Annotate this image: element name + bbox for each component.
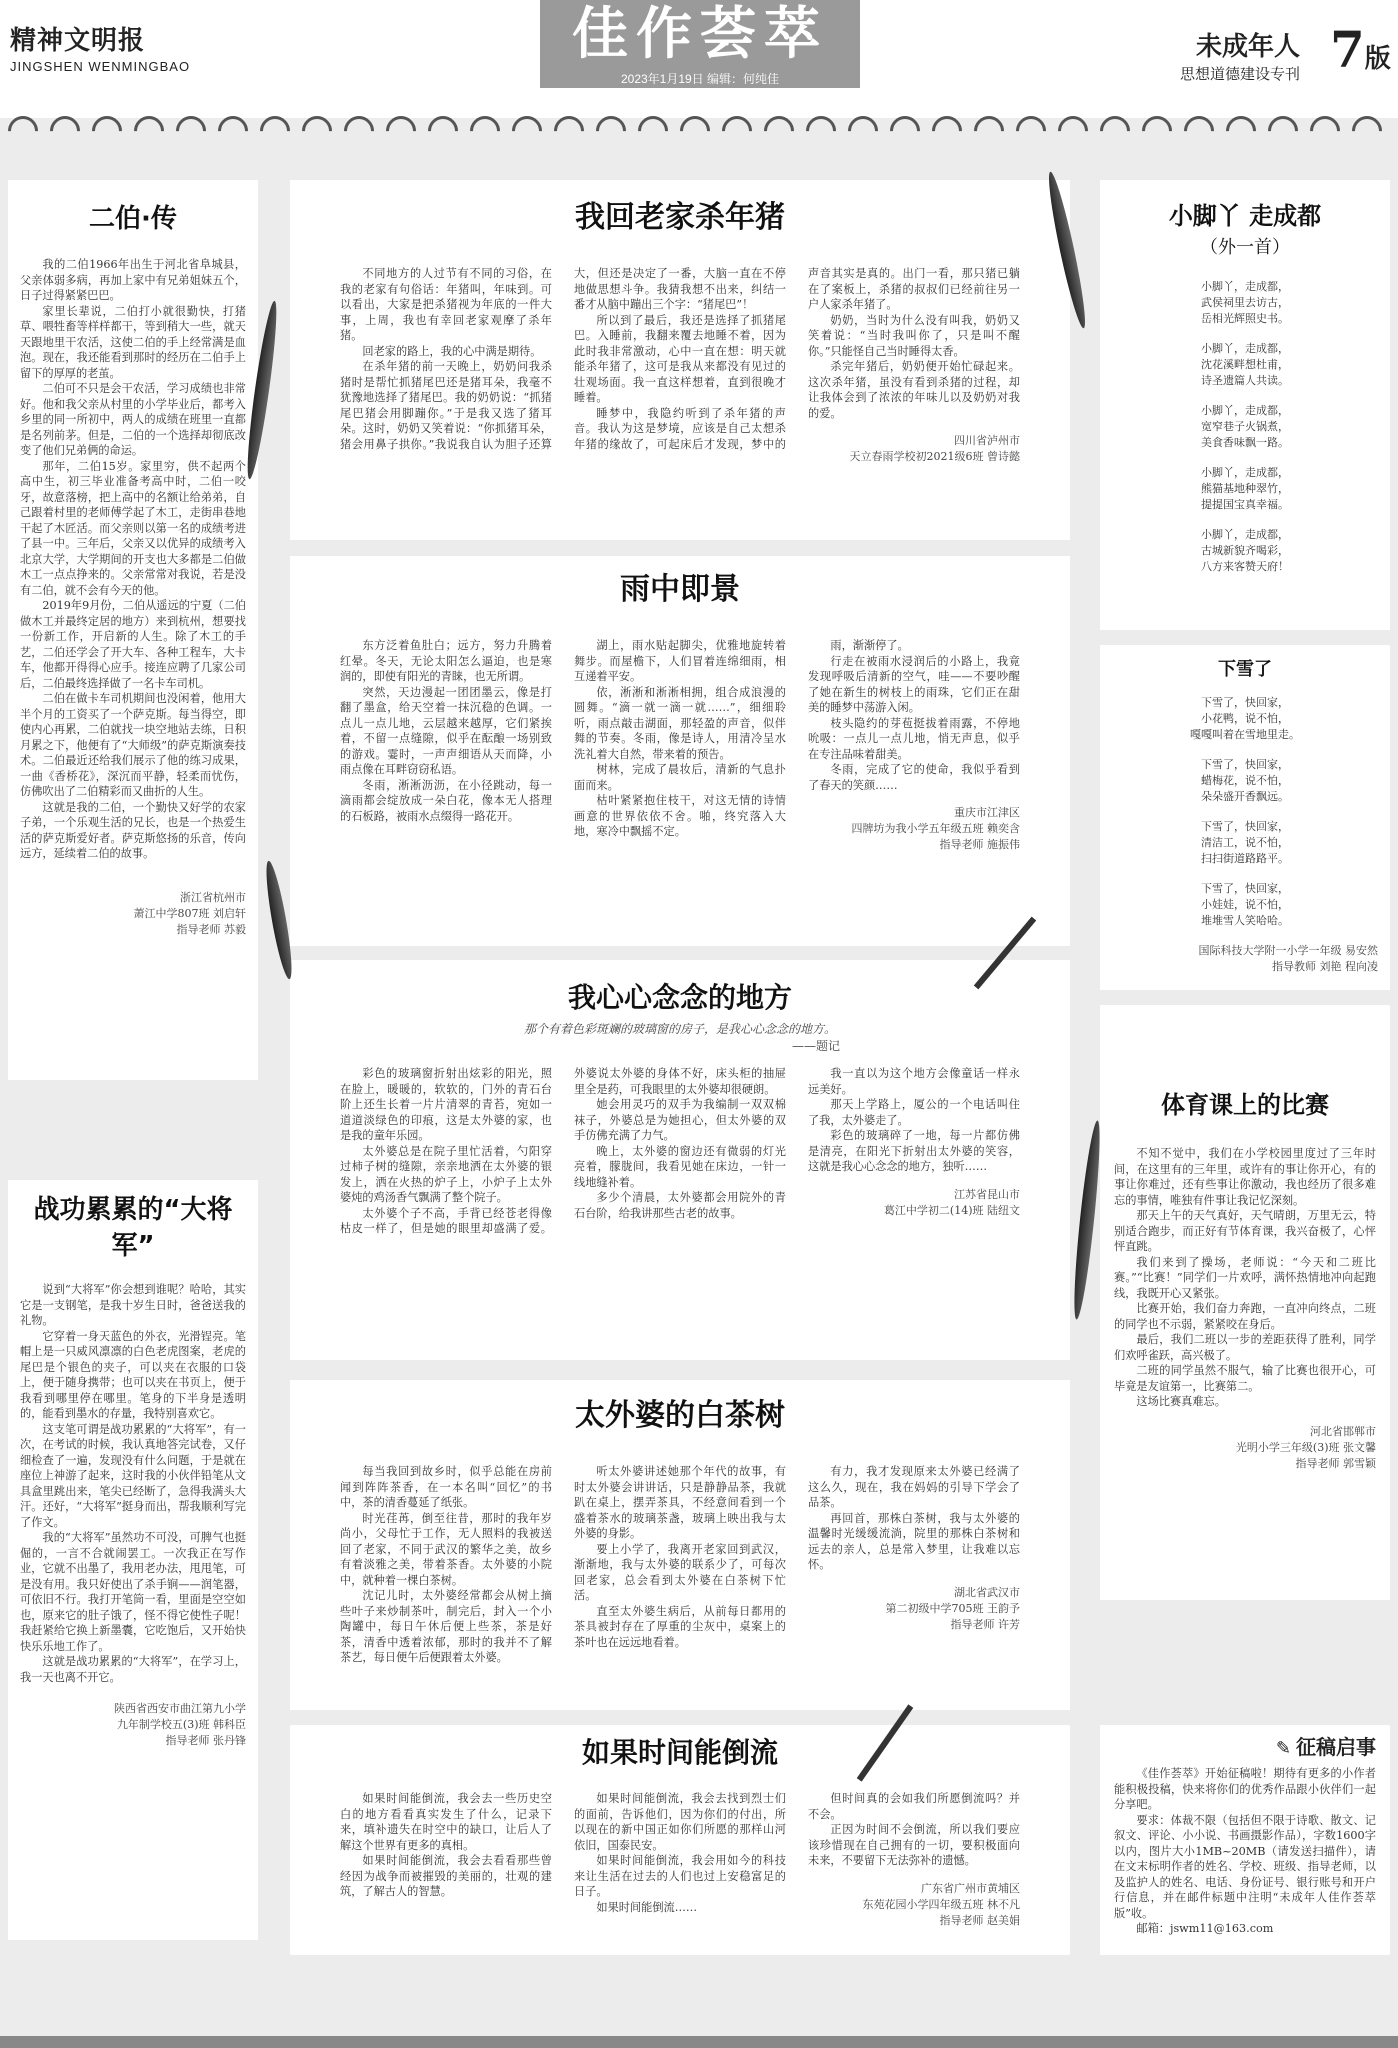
- paragraph: 最后，我们二班以一步的差距获得了胜利，同学们欢呼雀跃，高兴极了。: [1114, 1333, 1376, 1362]
- paragraph: 如果时间能倒流，我会去一些历史空白的地方看看真实发生了什么，记录下来，填补遗失在时空中的缺口，让后人了解这个世界有更多的真相。: [340, 1792, 552, 1852]
- paragraph: 雨，渐渐停了。: [830, 639, 909, 652]
- paragraph: 树林，完成了晨妆后，清新的气息扑面而来。: [574, 763, 786, 792]
- binder-ring-icon: [842, 110, 884, 152]
- paragraph: 这场比赛真难忘。: [1136, 1395, 1226, 1408]
- binder-ring-icon: [1052, 110, 1094, 152]
- paragraph: 依，淅淅和淅淅相拥，组合成浪漫的圆舞。“滴一就一滴一就……”，细细聆听，雨点敲击湖面，那轻盈的声音，似伴舞的节奏。冬雨，像是诗人，用清冷呈水洗礼着大自然，带来着的预告。: [574, 685, 786, 761]
- paragraph: 它穿着一身天蓝色的外衣，光滑锃亮。笔帽上是一只威风凛凛的白色老虎图案，老虎的尾巴是个银色的夹子，可以夹在衣服的口袋上，便于随身携带；也可以夹在书页上，便于我看到哪里停在哪里。笔身的下半身是透明的，能看到墨水的存量，我特别喜欢它。: [20, 1329, 246, 1420]
- notice-box: [1100, 1725, 1390, 1955]
- binder-ring-icon: [1094, 110, 1136, 152]
- article-byline: [20, 890, 246, 938]
- poem-line: 小脚丫，走成都，: [1201, 466, 1289, 479]
- paragraph: 杀完年猪后，奶奶便开始忙碌起来。这次杀年猪，虽没有看到杀猪的过程，却让我体会到了浓浓的年味儿以及奶奶对我的爱。: [808, 360, 1020, 420]
- paragraph: 那天上午的天气真好，天气晴朗，万里无云，特别适合跑步，而正好有节体育课，我兴奋极了，心怦怦直跳。: [1114, 1209, 1376, 1253]
- pencil-icon: ✎: [1275, 1738, 1291, 1759]
- paragraph: 要上小学了，我离开老家回到武汉，渐渐地，我与太外婆的联系少了，可每次回老家，总会看到太外婆在白茶树下忙活。: [574, 1542, 786, 1602]
- article-title: 太外婆的白茶树: [575, 1398, 785, 1433]
- article-title: 二伯·传: [89, 204, 177, 234]
- paragraph: 她会用灵巧的双手为我编制一双双棉袜子，外婆总是为她担心，但太外婆的双手仿佛充满了力气。: [574, 1098, 786, 1142]
- byline-line: 指导老师 赵美娟: [939, 1913, 1020, 1927]
- paragraph: 比赛开始，我们奋力奔跑，一直冲向终点，二班的同学也不示弱，紧紧咬在身后。: [1114, 1302, 1376, 1331]
- poem-stanza: [1100, 465, 1390, 513]
- poem-line: 小脚丫，走成都，: [1201, 342, 1289, 355]
- poem-line: 诗圣遗篇人共读。: [1201, 374, 1289, 387]
- poem-line: 八方来客赞天府！: [1201, 560, 1289, 573]
- paragraph: 正因为时间不会倒流，所以我们要应该珍惜现在自己拥有的一切，要积极面向未来，不要留下无法弥补的遗憾。: [808, 1823, 1020, 1867]
- poem-stanza: [1100, 757, 1390, 805]
- epigraph-note: ——题记: [791, 1039, 840, 1053]
- byline-line: 九年制学校五(3)班 韩科臣: [116, 1718, 246, 1731]
- binder-ring-icon: [1262, 110, 1304, 152]
- paragraph: 不同地方的人过节有不同的习俗，在我的老家有句俗话：年猪叫，年味到。可以看出，大家是把杀猪视为年底的一件大事，上周，我也有幸回老家观摩了杀年猪。: [340, 267, 552, 342]
- byline-line: 四牌坊为我小学五年级五班 赖奕含: [851, 822, 1020, 835]
- byline-line: 四川省泸州市: [954, 434, 1020, 447]
- paragraph: 如果时间能倒流……: [596, 1900, 698, 1914]
- page-unit: 版: [1364, 44, 1391, 74]
- masthead: [10, 20, 190, 74]
- paragraph: 在杀年猪的前一天晚上，奶奶问我杀猪时是帮忙抓猪尾巴还是猪耳朵，我毫不犹豫地选择了猪尾巴。我的奶奶说：“抓猪尾巴猪会用脚蹦你。”于是我又选了猪耳朵。这时，奶奶又笑着说：“你抓猪耳朵，猪会用鼻子拱你。”我说我自认为胆子还算大，但还是决定了一番，大脑一直在不停地做思想斗争。我猜我想不出来，纠结一番才从脑中蹦出三个字：“猪尾巴”！: [340, 267, 786, 451]
- binder-ring-icon: [170, 110, 212, 152]
- paragraph: 奶奶，当时为什么没有叫我，奶奶又笑着说：“当时我叫你了，只是叫不醒你。”只能怪自己当时睡得太香。: [808, 313, 1020, 358]
- article-body: [290, 266, 1070, 536]
- paragraph: 所以到了最后，我还是选择了抓猪尾巴。入睡前，我翻来覆去地睡不着，因为此时我非常激动，心中一直在想：明天就能杀年猪了，这可是我从来都没有见过的壮观场面。我一直这样想着，直到很晚才睡着。: [574, 313, 786, 404]
- paper-name-cn: 精神文明报: [10, 26, 146, 56]
- article-niannian: [290, 960, 1070, 1360]
- byline-line: 光明小学三年级(3)班 张文馨: [1235, 1440, 1376, 1454]
- paragraph: 我们来到了操场，老师说：“今天和二班比赛。”“比赛！”同学们一片欢呼，满怀热情地冲向起跑线，我既开心又紧张。: [1114, 1255, 1376, 1300]
- article-body: [8, 257, 258, 938]
- article-title: 如果时间能倒流: [581, 1736, 778, 1769]
- paragraph: 有力，我才发现原来太外婆已经满了这么久，现在，我在妈妈的引导下学会了品茶。: [808, 1465, 1020, 1509]
- paragraph: 如果时间能倒流，我会用如今的科技来让生活在过去的人们也过上安稳富足的日子。: [574, 1854, 786, 1898]
- article-byline: [808, 433, 1020, 465]
- binder-ring-icon: [128, 110, 170, 152]
- byline-line: 广东省广州市黄埔区: [921, 1881, 1020, 1895]
- byline-line: 江苏省昆山市: [954, 1187, 1020, 1201]
- article-body: [1100, 1146, 1390, 1472]
- notice-header: [1100, 1725, 1390, 1766]
- article-tiyuke: [1100, 1005, 1390, 1600]
- article-jiangjun: [8, 1180, 258, 1940]
- paragraph: 《佳作荟萃》开始征稿啦！期待有更多的小作者能积极投稿，快来将你们的优秀作品跟小伙伴们一起分享吧。: [1114, 1767, 1376, 1811]
- paragraph: 这就是战功累累的“大将军”，在学习上，我一天也离不开它。: [20, 1655, 246, 1684]
- article-body: [290, 1464, 1070, 1709]
- article-byline: [1100, 943, 1390, 975]
- paragraph: 我一直以为这个地方会像童话一样永远美好。: [808, 1067, 1020, 1096]
- poem-line: 小脚丫，走成都，: [1201, 528, 1289, 541]
- poem-line: 蜡梅花，说不怕，: [1201, 774, 1289, 787]
- binder-ring-icon: [716, 110, 758, 152]
- article-title: 我回老家杀年猪: [575, 200, 785, 235]
- poem-line: 小脚丫，走成都，: [1201, 280, 1289, 293]
- article-shijian: [290, 1725, 1070, 1955]
- paragraph: 这支笔可谓是战功累累的“大将军”，有一次，在考试的时候，我认真地答完试卷，又仔细检查了一遍，发现没有什么问题，于是就在座位上神游了起来，这时我的小伙伴铅笔从文具盒里跳出来，笔尖已经断了，急得我满头大汗。还好，“大将军”挺身而出，帮我顺利写完了作文。: [20, 1422, 246, 1529]
- email-link[interactable]: jswm11@163.com: [1169, 1922, 1274, 1935]
- paper-name-en: JINGSHEN WENMINGBAO: [10, 59, 191, 74]
- article-title: 下雪了: [1218, 659, 1272, 680]
- article-shazhu: [290, 180, 1070, 540]
- notice-body: [1100, 1766, 1390, 1937]
- footer-bar: [0, 2036, 1398, 2048]
- binder-ring-icon: [464, 110, 506, 152]
- binder-ring-icon: [296, 110, 338, 152]
- binder-ring-icon: [254, 110, 296, 152]
- poem-line: 清洁工，说不怕，: [1201, 836, 1289, 849]
- binder-ring-icon: [86, 110, 128, 152]
- article-body: [290, 1791, 1070, 1961]
- paragraph: 时光荏苒，倒至往昔，那时的我年岁尚小，父母忙于工作，无人照料的我被送回了老家，不同于武汉的繁华之美，故乡有着淡雅之美，带着茶香。太外婆的小院中，就种着一棵白茶树。: [340, 1511, 552, 1587]
- paragraph: 二班的同学虽然不服气，输了比赛也很开心，可毕竟是友谊第一，比赛第二。: [1114, 1364, 1376, 1393]
- paragraph: 枯叶紧紧抱住枝干，对这无情的诗情画意的世界依依不舍。啪，终究落入大地，寒冷中飘摇不定。: [574, 794, 786, 838]
- poem-line: 下雪了，快回家，: [1201, 758, 1289, 771]
- paragraph: 2019年9月份，二伯从遥远的宁夏（二伯做木工并最终定居的地方）来到杭州，想要找一份新工作，开启新的人生。除了木工的手艺，二伯还学会了开大车、各种工程车，大卡车，他都开得得心应手。接连应聘了几家公司后，二伯最终选择做了一名卡车司机。: [20, 599, 246, 690]
- special-issue-label: [1180, 26, 1300, 84]
- paragraph: 这就是我的二伯，一个勤快又好学的农家子弟，一个乐观生活的兄长，也是一个热爱生活的萨克斯爱好者。萨克斯悠扬的乐音，传向远方，延续着二伯的故事。: [20, 800, 246, 860]
- article-erbo: [8, 180, 258, 1080]
- paragraph: 彩色的玻璃碎了一地，每一片都仿佛是清亮，在阳光下折射出太外婆的笑容，这就是我心心念念的地方，独听……: [808, 1129, 1020, 1173]
- paragraph: 冬雨，完成了它的使命，我似乎看到了春天的笑颜……: [808, 763, 1020, 792]
- paragraph: 听太外婆讲述她那个年代的故事，有时太外婆会讲讲话，只是静静品茶，我就趴在桌上，摆弄茶具，不经意间看到一个盛着茶水的玻璃茶盏，玻璃上映出我与太外婆的身影。: [574, 1465, 786, 1540]
- byline-line: 指导老师 苏毅: [176, 922, 246, 936]
- article-body: [8, 1282, 258, 1749]
- paragraph: 那天上学路上，厦公的一个电话叫住了我，太外婆走了。: [808, 1098, 1020, 1127]
- binder-ring-icon: [2, 110, 44, 152]
- article-yuzhong: [290, 556, 1070, 946]
- paragraph: 我的二伯1966年出生于河北省阜城县，父亲体弱多病，再加上家中有兄弟姐妹五个，日子过得紧紧巴巴。: [20, 258, 246, 302]
- article-xiaojiaoya: [1100, 180, 1390, 630]
- poem-line: 熊猫基地种翠竹，: [1201, 482, 1289, 495]
- poem-line: 沈花溪畔想杜甫，: [1201, 358, 1289, 371]
- article-title: 体育课上的比赛: [1161, 1091, 1329, 1119]
- byline-line: 萧江中学807班 刘启轩: [133, 906, 246, 920]
- byline-line: 指导老师 郭雪颖: [1295, 1456, 1376, 1470]
- poem-line: 嘎嘎叫着在雪地里走。: [1190, 728, 1300, 741]
- binder-ring-icon: [212, 110, 254, 152]
- article-baichashu: [290, 1380, 1070, 1710]
- poem-stanza: [1100, 819, 1390, 867]
- article-title: 雨中即景: [620, 572, 740, 607]
- binder-ring-icon: [674, 110, 716, 152]
- special-title: 未成年人: [1196, 32, 1301, 62]
- paragraph: 行走在被雨水浸润后的小路上，我竟发现呼吸后清新的空气，哇——不要吵醒了她在新生的树枝上的雨珠，它们正在甜美的睡梦中荡游入闲。: [808, 654, 1020, 714]
- paragraph: 冬雨，淅淅沥沥，在小径跳动，每一滴雨都会绽放成一朵白花，像本无人搭理的石板路，被雨水点缀得一路花开。: [340, 778, 552, 823]
- article-body: [290, 638, 1070, 938]
- article-xiaxue: [1100, 645, 1390, 990]
- article-byline: [808, 1585, 1020, 1633]
- notice-email-line: [1114, 1921, 1376, 1937]
- paragraph: 沈记儿时，太外婆经常都会从树上摘些叶子来炒制茶叶，制完后，封入一个小陶罐中，每日午休后便上些茶，茶是好茶，清香中透着浓郁，那时的我并不了解茶艺，每日便午后便跟着太外婆。: [340, 1589, 552, 1664]
- poem-line: 小花鸭，说不怕，: [1201, 712, 1289, 725]
- article-title: 我心心念念的地方: [567, 981, 792, 1014]
- poem-line: 武侯祠里去访古，: [1201, 296, 1289, 309]
- binder-ring-icon: [380, 110, 422, 152]
- paragraph: 再回首，那株白茶树，我与太外婆的温馨时光缓缓流淌，院里的那株白茶树和远去的亲人，总是常入梦里，让我难以忘怀。: [808, 1511, 1020, 1571]
- poem-stanzas: [1100, 695, 1390, 929]
- poem-line: 美食香味飘一路。: [1201, 436, 1289, 449]
- binder-ring-icon: [1010, 110, 1052, 152]
- poem-stanza: [1100, 341, 1390, 389]
- paragraph: 睡梦中，我隐约听到了杀年猪的声音。我认为这是梦境，应该是自己太想杀年猪的缘故了，可起床后才发现，梦中的声音其实是真的。出门一看，那只猪已躺在了案板上，杀猪的叔叔们已经前往另一户人家杀年猪了。: [574, 267, 1020, 451]
- binder-ring-icon: [632, 110, 674, 152]
- special-subtitle: 思想道德建设专刊: [1180, 65, 1301, 83]
- paragraph: 突然，天边漫起一团团墨云，像是打翻了墨盒，给天空着一抹沉稳的色调。一点儿一点儿地，云层越来越厚，它们紧挨着，不留一点缝隙，似乎在酝酿一场别致的游戏。霎时，一声声细语从天而降，小雨点像在耳畔窃窃私语。: [340, 685, 552, 776]
- byline-line: 河北省邯郸市: [1310, 1424, 1376, 1438]
- binder-ring-icon: [758, 110, 800, 152]
- poem-line: 扫扫街道路路平。: [1201, 852, 1289, 865]
- paragraph: 二伯可不只是会干农活，学习成绩也非常好。他和我父亲从村里的小学毕业后，都考入乡里的同一所初中，两人的成绩在班里一直都是名列前茅。但是，二伯的一个选择却彻底改变了他们兄弟俩的命运。: [20, 382, 246, 457]
- paragraph: 那年，二伯15岁。家里穷，供不起两个高中生，初三毕业准备考高中时，二伯一咬牙，故意落榜，把上高中的名额让给弟弟，自己跟着村里的老师傅学起了木工，走街串巷地干起了木匠活。而父亲则以第一名的成绩考进了县一中。三年后，父亲又以优异的成绩考入北京大学，大学期间的开支也大多都是二伯做木工一点点挣来的。父亲常常对我说，若是没有二伯，就不会有今天的他。: [20, 459, 246, 597]
- binder-ring-icon: [800, 110, 842, 152]
- byline-line: 国际科技大学附一小学一年级 易安然: [1198, 944, 1378, 957]
- paragraph: 要求：体裁不限（包括但不限于诗歌、散文、记叙文、评论、小小说、书画摄影作品），字数1600字以内，图片大小1MB~20MB（请发送扫描件），请在文末标明作者的姓名、学校、班级、指导老师，以及监护人的姓名、电话、身份证号、银行账号和开户行信息，并在邮件标题中注明“未成年人佳作荟萃版”收。: [1114, 1813, 1376, 1920]
- paragraph: 太外婆个子不高，手背已经苍老得像枯皮一样了，但是她的眼里却盛满了爱。外婆说太外婆的身体不好，床头柜的抽屉里全是药，可我眼里的太外婆却很硬朗。: [340, 1067, 786, 1235]
- byline-line: 湖北省武汉市: [954, 1585, 1020, 1599]
- article-body: [290, 1054, 1070, 1344]
- paragraph: 多少个清晨，太外婆都会用院外的青石台阶，给我讲那些古老的故事。: [574, 1191, 786, 1220]
- poem-stanzas: [1100, 279, 1390, 575]
- poem-line: 下雪了，快回家，: [1201, 696, 1289, 709]
- paragraph: 太外婆总是在院子里忙活着，勺阳穿过柿子树的缝隙，亲亲地洒在太外婆的银发上，洒在火热的炉子上，小炉子上太外婆炖的鸡汤香气飘满了整个院子。: [340, 1144, 552, 1204]
- byline-line: 浙江省杭州市: [180, 890, 246, 904]
- paragraph: 晚上，太外婆的窗边还有微弱的灯光亮着，朦胧间，我看见她在床边，一针一线地缝补着。: [574, 1144, 786, 1189]
- email-label: 邮箱：: [1136, 1922, 1170, 1935]
- article-byline: [1114, 1424, 1376, 1472]
- article-byline: [20, 1701, 246, 1749]
- byline-line: 重庆市江津区: [954, 806, 1020, 819]
- byline-line: 指导老师 许芳: [950, 1617, 1020, 1631]
- notice-title: 征稿启事: [1296, 1735, 1376, 1759]
- paragraph: 说到“大将军”你会想到谁呢？哈哈，其实它是一支钢笔，是我十岁生日时，爸爸送我的礼物。: [20, 1283, 246, 1327]
- paragraph: 枝头隐约的芽苞挺拔着雨露，不停地吮吸：一点儿一点儿地，悄无声息，似乎在专注品味着甜美。: [808, 716, 1020, 761]
- poem-stanza: [1100, 403, 1390, 451]
- article-subtitle: （外一首）: [1200, 237, 1290, 258]
- article-byline: [808, 805, 1020, 853]
- binder-ring-icon: [1304, 110, 1346, 152]
- binder-rings: [0, 100, 1398, 150]
- paragraph: 直至太外婆生病后，从前每日都用的茶具被封存在了厚重的尘灰中，桌案上的茶叶也在远远地看着。: [574, 1604, 786, 1649]
- byline-line: 天立春雨学校初2021级6班 曾诗懿: [849, 450, 1020, 463]
- paragraph: 不知不觉中，我们在小学校园里度过了三年时间，在这里有的三年里，或许有的事让你开心，有的事让你难过，还有些事让你激动，我也经历了很多难忘的事情，唯独有件事让我记忆深刻。: [1114, 1147, 1376, 1207]
- binder-ring-icon: [1346, 110, 1388, 152]
- binder-ring-icon: [1136, 110, 1178, 152]
- poem-stanza: [1100, 279, 1390, 327]
- paragraph: 彩色的玻璃窗折射出炫彩的阳光，照在脸上，暖暖的，软软的，门外的青石台阶上还生长着一片片清翠的青苔，宛如一道道淡绿色的印痕，这是太外婆的家，也是我的童年乐园。: [340, 1067, 552, 1142]
- binder-ring-icon: [506, 110, 548, 152]
- paragraph: 我的“大将军”虽然功不可没，可脾气也挺倔的，一言不合就闹罢工。一次我正在写作业，它就不出墨了，我用老办法，甩甩笔，可是没有用。我只好使出了杀手锏——润笔器，可依旧不行。我打开笔筒一看，里面是空空如也，原来它的肚子饿了，怪不得它使性子呢！我赶紧给它换上新墨囊，它吃饱后，又开始快快乐乐地工作了。: [20, 1531, 246, 1653]
- article-byline: [808, 1881, 1020, 1929]
- poem-stanza: [1100, 527, 1390, 575]
- poem-line: 小娃娃，说不怕，: [1201, 898, 1289, 911]
- article-title: 小脚丫 走成都: [1168, 202, 1322, 230]
- poem-line: 堆堆雪人笑哈哈。: [1201, 914, 1289, 927]
- binder-ring-icon: [968, 110, 1010, 152]
- byline-line: 指导教师 刘艳 程向凌: [1272, 960, 1378, 973]
- poem-line: 小脚丫，走成都，: [1201, 404, 1289, 417]
- paragraph: 湖上，雨水贴起脚尖，优雅地旋转着舞步。而屋檐下，人们冒着连绵细雨，相互递着平安。: [574, 639, 786, 683]
- article-epigraph: 那个有着色彩斑斓的玻璃窗的房子，是我心心念念的地方。: [523, 1022, 836, 1036]
- byline-line: 陕西省西安市曲江第九小学: [114, 1702, 246, 1715]
- binder-ring-icon: [422, 110, 464, 152]
- section-banner: 佳作荟萃: [540, 0, 860, 70]
- paragraph: 二伯在做卡车司机期间也没闲着，他用大半个月的工资买了一个萨克斯。每当得空，即使内心再累，二伯就找一块空地站去练，日积月累之下，他便有了“大师级”的萨克斯演奏技术。二伯最近还给我们展示了他的练习成果，一曲《香桥花》，深沉而平静，轻柔而忧伤，仿佛吹出了二伯精彩而又曲折的人生。: [20, 692, 246, 798]
- poem-line: 岳相光辉照史书。: [1201, 312, 1289, 325]
- binder-ring-icon: [548, 110, 590, 152]
- poem-line: 朵朵盛开香飘远。: [1201, 790, 1289, 803]
- binder-ring-icon: [44, 110, 86, 152]
- poem-line: 古城新貌齐喝彩，: [1201, 544, 1289, 557]
- byline-line: 葛江中学初二(14)班 陆纽文: [883, 1203, 1020, 1217]
- paragraph: 东方泛着鱼肚白；远方，努力升腾着红晕。冬天，无论太阳怎么逼迫，也是寒润的，即使有阳光的青睐，也无所谓。: [340, 639, 552, 683]
- page-number-value: 7: [1330, 20, 1365, 79]
- article-title: 战功累累的“大将军”: [33, 1195, 233, 1261]
- paragraph: 家里长辈说，二伯打小就很勤快，打猪草、喂牲畜等样样都干，等到稍大一些，就天天跟地里干农活，这使二伯的手上经常满是血泡。现在，我还能看到那时的经历在二伯手上留下的厚厚的老茧。: [20, 304, 246, 380]
- paragraph: 如果时间能倒流，我会去找到烈士们的面前，告诉他们，因为你们的付出，所以现在的新中国正如你们所愿的那样山河依旧，国泰民安。: [574, 1792, 786, 1852]
- byline-line: 指导老师 施振伟: [939, 838, 1020, 851]
- poem-line: 下雪了，快回家，: [1201, 882, 1289, 895]
- paragraph: 如果时间能倒流，我会去看看那些曾经因为战争而被摧毁的美丽的，壮观的建筑，了解古人的智慧。: [340, 1854, 552, 1898]
- byline-line: 第二初级中学705班 王韵予: [885, 1601, 1020, 1615]
- binder-ring-icon: [926, 110, 968, 152]
- paragraph: 但时间真的会如我们所愿倒流吗？并不会。: [808, 1792, 1020, 1821]
- page-number: [1330, 20, 1391, 79]
- binder-ring-icon: [338, 110, 380, 152]
- article-byline: [808, 1187, 1020, 1219]
- byline-line: 指导老师 张丹锋: [165, 1734, 246, 1747]
- poem-line: 下雪了，快回家，: [1201, 820, 1289, 833]
- poem-line: 宽窄巷子火锅煮，: [1201, 420, 1289, 433]
- binder-ring-icon: [590, 110, 632, 152]
- binder-ring-icon: [884, 110, 926, 152]
- poem-line: 提提国宝真幸福。: [1201, 498, 1289, 511]
- binder-ring-icon: [1178, 110, 1220, 152]
- binder-ring-icon: [1220, 110, 1262, 152]
- paragraph: 每当我回到故乡时，似乎总能在房前闻到阵阵茶香，在一本名叫“回忆”的书中，茶的清香蔓延了纸张。: [340, 1465, 552, 1509]
- poem-stanza: [1100, 695, 1390, 743]
- poem-stanza: [1100, 881, 1390, 929]
- paragraph: 回老家的路上，我的心中满是期待。: [362, 344, 542, 358]
- byline-line: 东苑花园小学四年级五班 林不凡: [862, 1897, 1020, 1911]
- dateline: 2023年1月19日 编辑：何纯佳: [540, 70, 860, 88]
